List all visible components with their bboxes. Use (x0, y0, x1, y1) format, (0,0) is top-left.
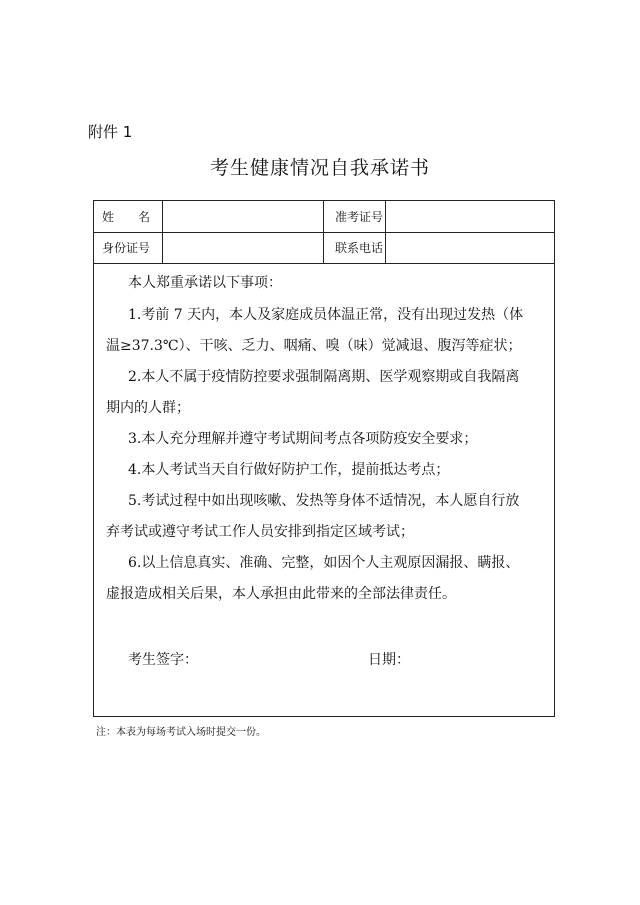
pledge-item-line: 3.本人充分理解并遵守考试期间考点各项防疫安全要求； (128, 431, 478, 447)
pledge-item-line: 温≥37.3℃）、干咳、乏力、咽痛、嗅（味）觉减退、腹泻等症状； (106, 338, 522, 354)
pledge-item-1 (106, 300, 544, 362)
ticket-number-label: 准考证号 (335, 210, 384, 224)
id-number-label: 身份证号 (102, 241, 151, 255)
pledge-item-line: 虚报造成相关后果，本人承担由此带来的全部法律责任。 (106, 586, 456, 602)
pledge-item-line: 弃考试或遵守考试工作人员安排到指定区域考试； (106, 524, 414, 540)
pledge-intro: 本人郑重承诺以下事项： (128, 275, 282, 291)
date-label: 日期： (368, 652, 410, 668)
id-number-field[interactable] (164, 233, 322, 262)
pledge-form (93, 200, 555, 717)
pledge-item-3 (106, 424, 544, 455)
pledge-item-line: 1.考前 7 天内，本人及家庭成员体温正常，没有出现过发热（体 (128, 307, 524, 323)
phone-field[interactable] (387, 233, 553, 262)
footnote: 注：本表为每场考试入场时提交一份。 (96, 727, 266, 738)
signature-label: 考生签字： (128, 652, 198, 668)
pledge-item-line: 2.本人不属于疫情防控要求强制隔离期、医学观察期或自我隔离 (128, 369, 520, 385)
page-title: 考生健康情况自我承诺书 (209, 157, 430, 179)
name-label: 姓 名 (102, 210, 151, 224)
pledge-item-4 (106, 455, 544, 486)
row-divider (94, 263, 554, 264)
pledge-item-6 (106, 548, 544, 610)
pledge-item-line: 5.考试过程中如出现咳嗽、发热等身体不适情况，本人愿自行放 (128, 493, 520, 509)
pledge-item-line: 期内的人群； (106, 400, 190, 416)
column-divider (385, 201, 386, 263)
pledge-item-2 (106, 362, 544, 424)
column-divider (323, 201, 324, 263)
phone-label: 联系电话 (335, 241, 384, 255)
pledge-item-line: 4.本人考试当天自行做好防护工作，提前抵达考点； (128, 462, 450, 478)
ticket-number-field[interactable] (387, 202, 553, 231)
name-field[interactable] (164, 202, 322, 231)
column-divider (162, 201, 163, 263)
pledge-item-line: 6.以上信息真实、准确、完整，如因个人主观原因漏报、瞒报、 (128, 555, 520, 571)
pledge-item-5 (106, 486, 544, 548)
attachment-label: 附件 1 (88, 123, 133, 141)
